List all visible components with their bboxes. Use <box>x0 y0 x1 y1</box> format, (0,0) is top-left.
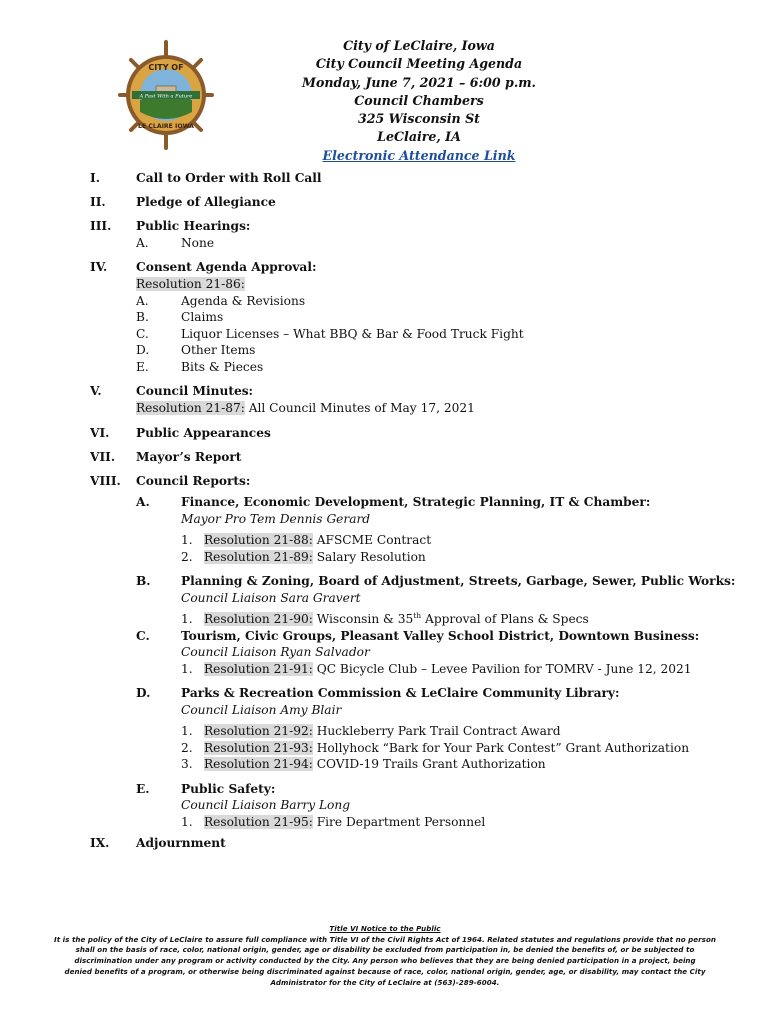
meeting-city: LeClaire, IA <box>377 129 461 145</box>
sub-letter: A. <box>136 236 149 250</box>
report-letter: E. <box>136 782 150 796</box>
resolution-label: Resolution 21-88: <box>204 533 313 547</box>
resolution-text: Wisconsin & 35 <box>312 612 414 626</box>
resolution-label: Resolution 21-90: <box>204 612 313 626</box>
res-number: 1. <box>181 815 193 829</box>
city-seal-logo <box>118 40 214 150</box>
sub-letter: E. <box>136 360 149 374</box>
report-letter: D. <box>136 686 151 700</box>
ordinal-suffix: th <box>413 610 422 620</box>
resolution-text: Salary Resolution <box>312 550 426 564</box>
report-title: Parks & Recreation Commission & LeClaire Community Library: <box>181 686 620 700</box>
sub-text: Bits & Pieces <box>181 360 264 374</box>
resolution-text: AFSCME Contract <box>312 533 432 547</box>
seal-top-text: CITY OF <box>148 63 184 72</box>
item-public-appearances: Public Appearances <box>136 426 271 440</box>
report-letter: B. <box>136 574 151 588</box>
sub-letter: C. <box>136 327 149 341</box>
sub-letter: B. <box>136 310 149 324</box>
resolution-text: QC Bicycle Club – Levee Pavilion for TOMRV - June 12, 2021 <box>312 662 692 676</box>
report-liaison: Council Liaison Amy Blair <box>181 703 342 717</box>
report-title: Finance, Economic Development, Strategic Planning, IT & Chamber: <box>181 495 651 509</box>
resolution-label: Resolution 21-92: <box>204 724 313 738</box>
res-number: 1. <box>181 612 193 626</box>
report-title: Tourism, Civic Groups, Pleasant Valley School District, Downtown Business: <box>181 629 700 643</box>
report-letter: A. <box>136 495 150 509</box>
resolution-label: Resolution 21-91: <box>204 662 313 676</box>
report-liaison: Council Liaison Sara Gravert <box>181 591 361 605</box>
resolution-text: All Council Minutes of May 17, 2021 <box>244 401 475 415</box>
res-number: 1. <box>181 533 193 547</box>
resolution-text: Fire Department Personnel <box>312 815 486 829</box>
resolution-label: Resolution 21-87: <box>136 401 245 415</box>
resolution-line <box>204 757 546 771</box>
seal-bottom-text: LE CLAIRE IOWA <box>138 123 194 130</box>
item-number: III. <box>90 219 112 233</box>
report-title: Planning & Zoning, Board of Adjustment, Streets, Garbage, Sewer, Public Works: <box>181 574 736 588</box>
item-consent-agenda: Consent Agenda Approval: <box>136 260 317 274</box>
notice-line: discrimination under any program or activity conducted by the City. Any person who believes that they are being denied participation in a project, being <box>74 956 696 966</box>
resolution-text: Hollyhock “Bark for Your Park Contest” Grant Authorization <box>312 741 690 755</box>
sub-text: Other Items <box>181 343 256 357</box>
res-number: 1. <box>181 724 193 738</box>
sub-text: None <box>181 236 215 250</box>
meeting-street: 325 Wisconsin St <box>357 111 481 127</box>
notice-line: shall on the basis of race, color, national origin, gender, age or disability be excluded from participation in, be denied the benefits of, or be subjected to <box>75 945 695 955</box>
res-number: 2. <box>181 550 193 564</box>
item-number: VII. <box>90 450 116 464</box>
item-public-hearings: Public Hearings: <box>136 219 251 233</box>
notice-line: It is the policy of the City of LeClaire to assure full compliance with Title VI of the Civil Rights Act of 1964. Related statutes and regulations provide that no person <box>54 934 716 944</box>
res-number: 1. <box>181 662 193 676</box>
resolution-text: Huckleberry Park Trail Contract Award <box>312 724 561 738</box>
resolution-text: COVID-19 Trails Grant Authorization <box>312 757 546 771</box>
item-call-to-order: Call to Order with Roll Call <box>136 171 322 185</box>
resolution-line <box>204 662 692 676</box>
sub-letter: A. <box>136 294 149 308</box>
resolution-line <box>136 401 475 415</box>
meeting-location: Council Chambers <box>354 92 484 108</box>
resolution-line <box>204 550 426 564</box>
item-number: IV. <box>90 260 108 274</box>
resolution-line <box>204 612 589 626</box>
report-liaison: Council Liaison Ryan Salvador <box>181 645 370 659</box>
report-letter: C. <box>136 629 150 643</box>
city-name: City of LeClaire, Iowa <box>343 38 495 53</box>
item-council-reports: Council Reports: <box>136 474 251 488</box>
resolution-line <box>204 815 485 829</box>
agenda-header <box>290 37 548 165</box>
report-liaison: Council Liaison Barry Long <box>181 798 351 812</box>
item-number: VIII. <box>90 474 121 488</box>
sub-text: Liquor Licenses – What BBQ & Bar & Food Truck Fight <box>181 327 524 341</box>
item-number: V. <box>90 384 102 398</box>
resolution-line <box>204 724 561 738</box>
sub-letter: D. <box>136 343 150 357</box>
item-number: IX. <box>90 836 110 850</box>
item-number: VI. <box>90 426 110 440</box>
agenda-title: City Council Meeting Agenda <box>315 56 523 72</box>
item-number: I. <box>90 171 100 185</box>
notice-title: Title VI Notice to the Public <box>329 924 441 933</box>
notice-line: Administrator for the City of LeClaire at (563)-289-6004. <box>270 977 500 987</box>
item-number: II. <box>90 195 106 209</box>
report-liaison: Mayor Pro Tem Dennis Gerard <box>181 512 371 526</box>
resolution-label: Resolution 21-86: <box>136 277 245 291</box>
sub-text: Agenda & Revisions <box>181 294 306 308</box>
resolution-label: Resolution 21-94: <box>204 757 313 771</box>
item-mayors-report: Mayor’s Report <box>136 450 242 464</box>
item-council-minutes: Council Minutes: <box>136 384 254 398</box>
resolution-text: Approval of Plans & Specs <box>421 612 589 626</box>
resolution-label: Resolution 21-93: <box>204 741 313 755</box>
res-number: 2. <box>181 741 193 755</box>
resolution-label: Resolution 21-89: <box>204 550 313 564</box>
resolution-line <box>204 741 689 755</box>
res-number: 3. <box>181 757 193 771</box>
title-vi-notice <box>30 924 740 988</box>
notice-line: denied benefits of a program, or otherwise being discriminated against because of race, color, national origin, gender, age, or disability, may contact the City <box>64 966 706 976</box>
electronic-attendance-link[interactable]: Electronic Attendance Link <box>322 147 516 163</box>
resolution-line <box>204 533 431 547</box>
resolution-label: Resolution 21-95: <box>204 815 313 829</box>
meeting-datetime: Monday, June 7, 2021 – 6:00 p.m. <box>302 74 536 90</box>
sub-text: Claims <box>181 310 224 324</box>
item-adjournment: Adjournment <box>136 836 226 850</box>
seal-motto: A Past With a Future <box>139 93 193 100</box>
report-title: Public Safety: <box>181 782 276 796</box>
item-pledge: Pledge of Allegiance <box>136 195 276 209</box>
